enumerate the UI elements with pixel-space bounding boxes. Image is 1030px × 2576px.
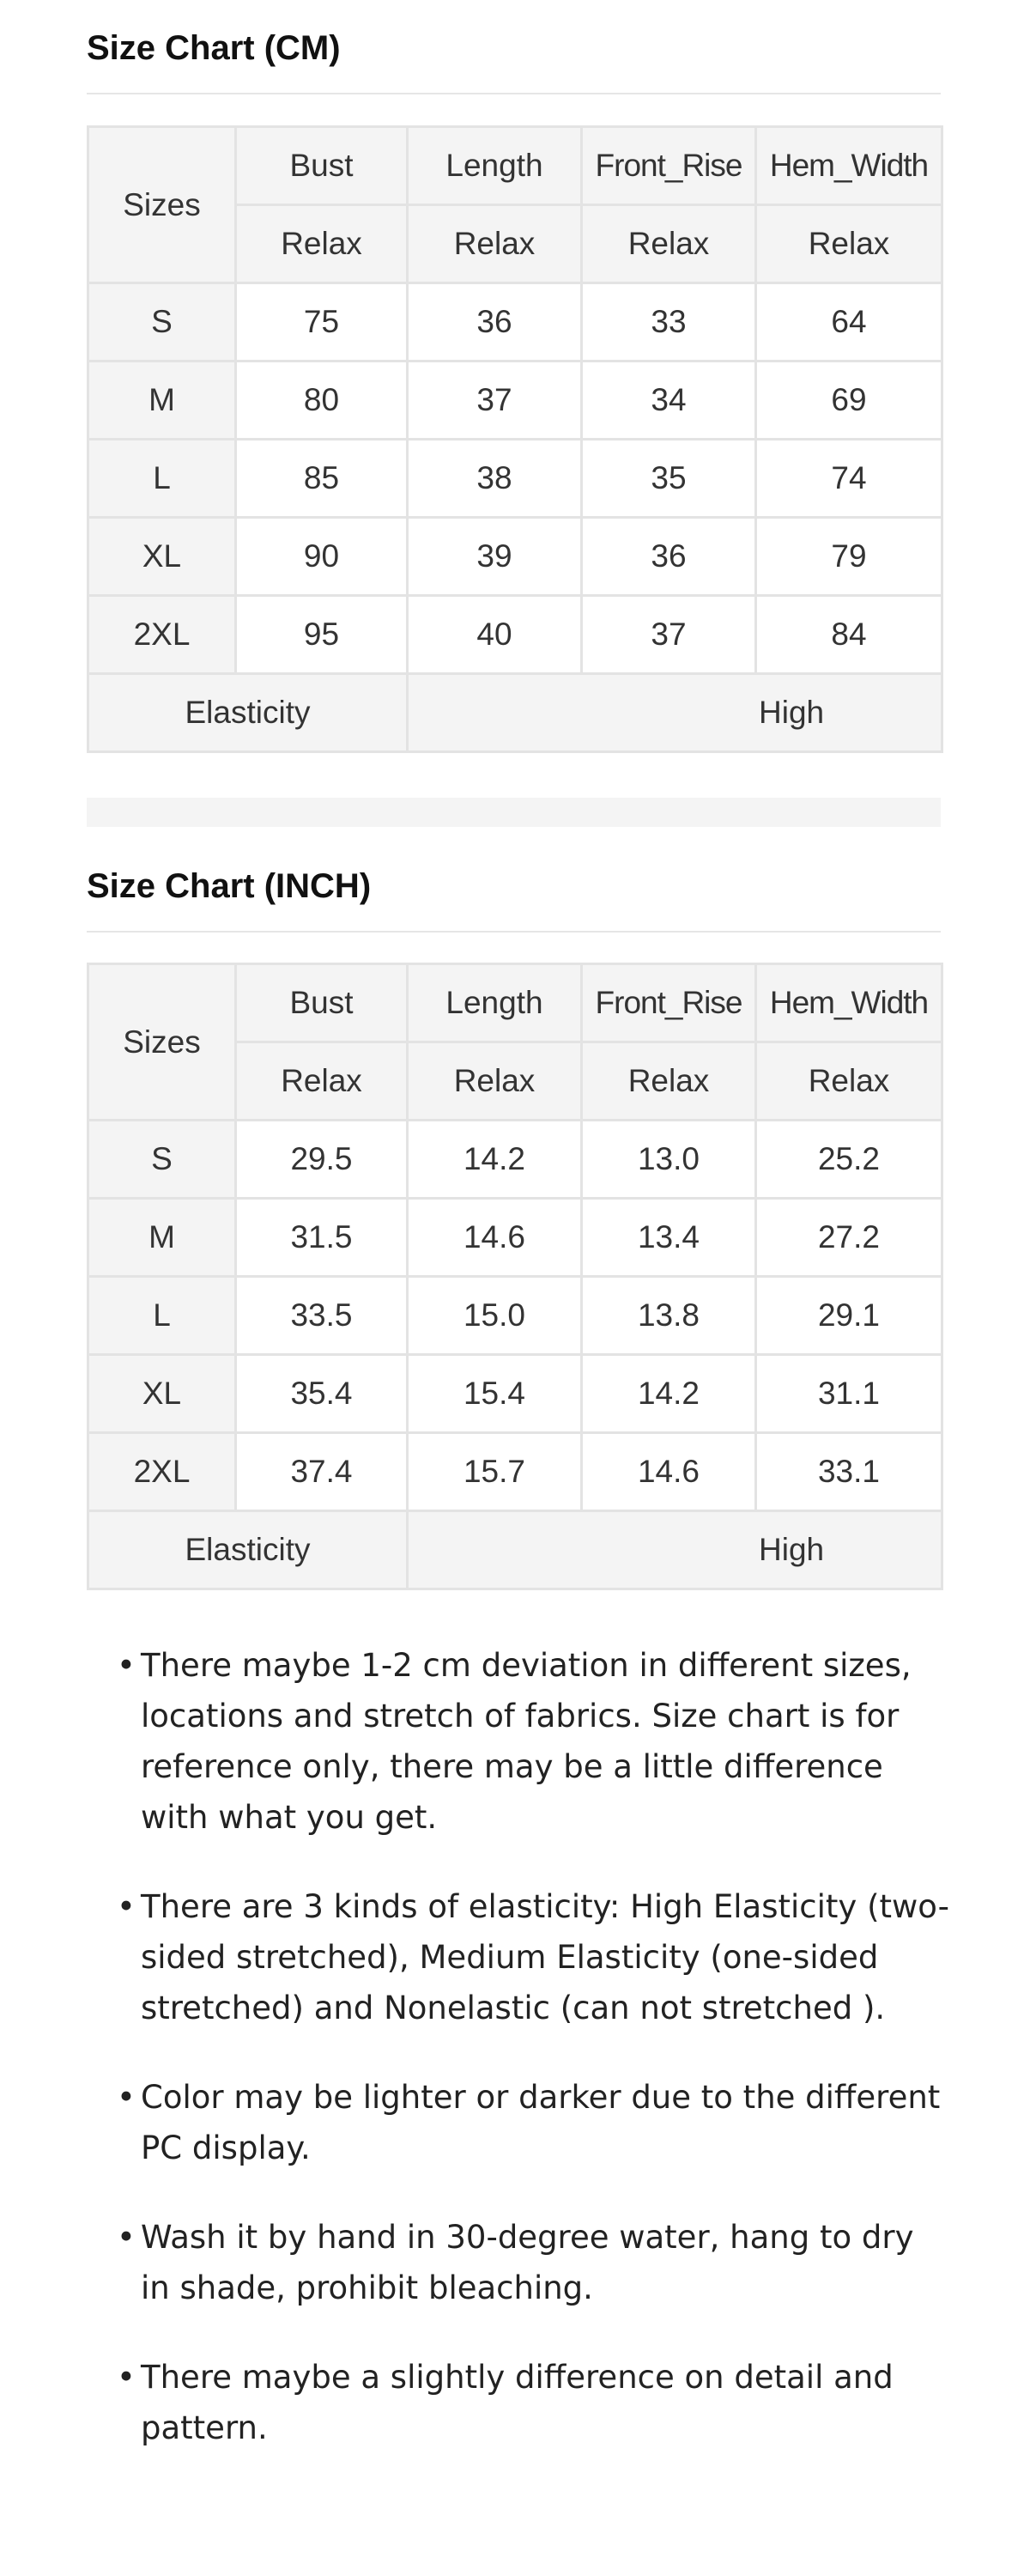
inch-sub-relax: Relax — [756, 1042, 942, 1121]
table-cell: 40 — [408, 596, 582, 674]
cm-elasticity-row — [88, 674, 942, 752]
size-label: XL — [88, 518, 236, 596]
table-cell: 64 — [756, 283, 942, 361]
table-row — [88, 1199, 942, 1277]
bullet-icon: • — [117, 1888, 136, 1925]
elasticity-label: Elasticity — [88, 674, 408, 752]
table-row — [88, 1121, 942, 1199]
bullet-icon: • — [117, 2079, 136, 2116]
cm-title-divider — [87, 93, 941, 94]
inch-header-row — [88, 964, 942, 1042]
table-cell: 14.2 — [408, 1121, 582, 1199]
notes-list — [117, 1640, 949, 2492]
elasticity-value — [408, 1511, 942, 1589]
cm-col-hem-width: Hem_Width — [756, 127, 942, 205]
cm-col-length: Length — [408, 127, 582, 205]
size-label: M — [88, 361, 236, 440]
table-cell: 36 — [582, 518, 756, 596]
inch-col-front-rise: Front_Rise — [582, 964, 756, 1042]
table-cell: 79 — [756, 518, 942, 596]
note-text: Color may be lighter or darker due to the different PC display. — [141, 2079, 941, 2166]
table-cell: 33.1 — [756, 1433, 942, 1511]
inch-sub-relax: Relax — [408, 1042, 582, 1121]
list-item — [117, 2212, 949, 2313]
table-cell: 75 — [236, 283, 408, 361]
cm-header-row — [88, 127, 942, 205]
table-cell: 39 — [408, 518, 582, 596]
section-separator — [87, 798, 941, 827]
size-label: L — [88, 440, 236, 518]
table-cell: 74 — [756, 440, 942, 518]
cm-sizes-header: Sizes — [88, 127, 236, 283]
list-item — [117, 1640, 949, 1843]
table-cell: 36 — [408, 283, 582, 361]
table-cell: 33 — [582, 283, 756, 361]
inch-title-divider — [87, 931, 941, 933]
elasticity-value-text: High — [759, 695, 825, 730]
table-cell: 37 — [582, 596, 756, 674]
table-cell: 69 — [756, 361, 942, 440]
table-cell: 33.5 — [236, 1277, 408, 1355]
table-cell: 38 — [408, 440, 582, 518]
elasticity-value — [408, 674, 942, 752]
cm-size-table — [87, 125, 943, 753]
cm-sub-relax: Relax — [582, 205, 756, 283]
list-item — [117, 2072, 949, 2173]
table-cell: 27.2 — [756, 1199, 942, 1277]
note-text: There maybe a slightly difference on detail and pattern. — [141, 2359, 894, 2446]
table-cell: 31.1 — [756, 1355, 942, 1433]
table-cell: 85 — [236, 440, 408, 518]
table-row — [88, 1433, 942, 1511]
cm-chart-title: Size Chart (CM) — [87, 29, 341, 67]
size-label: S — [88, 283, 236, 361]
inch-col-hem-width: Hem_Width — [756, 964, 942, 1042]
inch-size-table — [87, 963, 943, 1590]
table-cell: 25.2 — [756, 1121, 942, 1199]
inch-elasticity-row — [88, 1511, 942, 1589]
inch-sub-relax: Relax — [236, 1042, 408, 1121]
bullet-icon: • — [117, 2359, 136, 2396]
size-label: S — [88, 1121, 236, 1199]
table-cell: 29.5 — [236, 1121, 408, 1199]
size-label: 2XL — [88, 1433, 236, 1511]
table-cell: 15.7 — [408, 1433, 582, 1511]
table-cell: 90 — [236, 518, 408, 596]
table-cell: 34 — [582, 361, 756, 440]
inch-sub-relax: Relax — [582, 1042, 756, 1121]
table-cell: 13.4 — [582, 1199, 756, 1277]
note-text: There maybe 1-2 cm deviation in different sizes, locations and stretch of fabrics. Size chart is for reference only, there may be a little difference with what you get. — [141, 1647, 912, 1836]
table-cell: 37.4 — [236, 1433, 408, 1511]
size-label: M — [88, 1199, 236, 1277]
size-label: L — [88, 1277, 236, 1355]
table-cell: 31.5 — [236, 1199, 408, 1277]
table-cell: 80 — [236, 361, 408, 440]
list-item — [117, 2352, 949, 2453]
table-cell: 35.4 — [236, 1355, 408, 1433]
size-label: XL — [88, 1355, 236, 1433]
table-row — [88, 1277, 942, 1355]
note-text: There are 3 kinds of elasticity: High Elasticity (two-sided stretched), Medium Elasticity (one-sided stretched) and Nonelastic (can not stretched ). — [141, 1888, 949, 2026]
cm-col-bust: Bust — [236, 127, 408, 205]
table-row — [88, 1355, 942, 1433]
table-row — [88, 283, 942, 361]
bullet-icon: • — [117, 1647, 136, 1684]
elasticity-label: Elasticity — [88, 1511, 408, 1589]
cm-sub-relax: Relax — [756, 205, 942, 283]
table-row — [88, 518, 942, 596]
elasticity-value-text: High — [759, 1532, 825, 1567]
inch-chart-title: Size Chart (INCH) — [87, 867, 372, 905]
bullet-icon: • — [117, 2219, 136, 2256]
cm-sub-relax: Relax — [408, 205, 582, 283]
table-row — [88, 440, 942, 518]
table-row — [88, 596, 942, 674]
table-cell: 15.0 — [408, 1277, 582, 1355]
list-item — [117, 1881, 949, 2033]
table-cell: 13.8 — [582, 1277, 756, 1355]
table-cell: 95 — [236, 596, 408, 674]
cm-col-front-rise: Front_Rise — [582, 127, 756, 205]
table-cell: 14.2 — [582, 1355, 756, 1433]
table-row — [88, 361, 942, 440]
table-cell: 35 — [582, 440, 756, 518]
inch-sizes-header: Sizes — [88, 964, 236, 1121]
table-cell: 13.0 — [582, 1121, 756, 1199]
table-cell: 14.6 — [582, 1433, 756, 1511]
table-cell: 29.1 — [756, 1277, 942, 1355]
inch-col-bust: Bust — [236, 964, 408, 1042]
table-cell: 37 — [408, 361, 582, 440]
cm-sub-relax: Relax — [236, 205, 408, 283]
inch-col-length: Length — [408, 964, 582, 1042]
table-cell: 84 — [756, 596, 942, 674]
table-cell: 14.6 — [408, 1199, 582, 1277]
size-label: 2XL — [88, 596, 236, 674]
note-text: Wash it by hand in 30-degree water, hang to dry in shade, prohibit bleaching. — [141, 2219, 914, 2306]
table-cell: 15.4 — [408, 1355, 582, 1433]
